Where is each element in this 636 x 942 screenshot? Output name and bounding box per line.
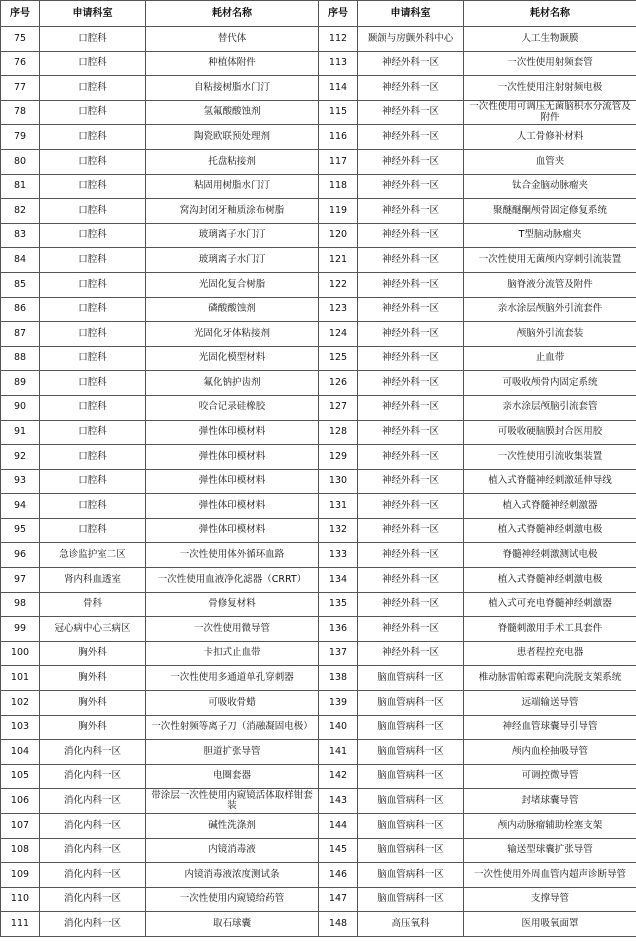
table-row	[1, 887, 636, 912]
cell-item-name: 胆道扩张导管	[146, 740, 319, 765]
cell-department: 颞颌与房颤外科中心	[358, 27, 464, 52]
cell-serial: 110	[1, 887, 40, 912]
cell-serial: 99	[1, 617, 40, 642]
cell-department: 口腔科	[40, 420, 146, 445]
cell-department: 脑血管病科一区	[358, 887, 464, 912]
cell-department: 神经外科一区	[358, 543, 464, 568]
cell-department: 神经外科一区	[358, 297, 464, 322]
cell-department: 神经外科一区	[358, 469, 464, 494]
cell-item-name: 光固化复合树脂	[146, 272, 319, 297]
cell-serial: 124	[319, 322, 358, 347]
cell-department: 口腔科	[40, 469, 146, 494]
table-row	[1, 494, 636, 519]
cell-department: 口腔科	[40, 518, 146, 543]
cell-serial: 134	[319, 568, 358, 593]
header-row	[1, 1, 636, 27]
cell-serial: 107	[1, 814, 40, 839]
table-row	[1, 863, 636, 888]
cell-department: 神经外科一区	[358, 248, 464, 273]
cell-department: 消化内科一区	[40, 863, 146, 888]
table-row	[1, 76, 636, 101]
cell-item-name: 内镜消毒液浓度测试条	[146, 863, 319, 888]
cell-item-name: 植入式脊髓神经刺激电极	[464, 518, 636, 543]
cell-item-name: 脊髓刺激用手术工具套件	[464, 617, 636, 642]
table-row	[1, 789, 636, 814]
cell-department: 神经外科一区	[358, 272, 464, 297]
header-cell-item-name: 耗材名称	[464, 1, 636, 27]
cell-department: 脑血管病科一区	[358, 838, 464, 863]
cell-department: 胸外科	[40, 715, 146, 740]
cell-item-name: 窝沟封闭牙釉质涂布树脂	[146, 199, 319, 224]
cell-item-name: 一次性使用注射射频电极	[464, 76, 636, 101]
table-row	[1, 592, 636, 617]
cell-department: 口腔科	[40, 395, 146, 420]
cell-department: 神经外科一区	[358, 518, 464, 543]
cell-item-name: 人工骨修补材料	[464, 125, 636, 150]
cell-department: 消化内科一区	[40, 764, 146, 789]
table-row	[1, 469, 636, 494]
cell-serial: 140	[319, 715, 358, 740]
cell-department: 口腔科	[40, 272, 146, 297]
cell-serial: 81	[1, 174, 40, 199]
cell-serial: 78	[1, 100, 40, 125]
cell-item-name: 弹性体印模材料	[146, 518, 319, 543]
table-row	[1, 100, 636, 125]
cell-serial: 130	[319, 469, 358, 494]
cell-department: 神经外科一区	[358, 346, 464, 371]
cell-item-name: 脑脊液分流管及附件	[464, 272, 636, 297]
cell-item-name: 一次性使用血液净化滤器（CRRT）	[146, 568, 319, 593]
cell-department: 神经外科一区	[358, 592, 464, 617]
cell-item-name: 一次性使用可调压无菌脑积水分流管及附件	[464, 100, 636, 125]
cell-item-name: 咬合记录硅橡胶	[146, 395, 319, 420]
cell-serial: 109	[1, 863, 40, 888]
cell-item-name: 一次性使用体外循环血路	[146, 543, 319, 568]
cell-item-name: 氟化钠护齿剂	[146, 371, 319, 396]
table-row	[1, 641, 636, 666]
cell-serial: 118	[319, 174, 358, 199]
cell-department: 脑血管病科一区	[358, 666, 464, 691]
cell-item-name: 弹性体印模材料	[146, 469, 319, 494]
cell-item-name: 玻璃离子水门汀	[146, 223, 319, 248]
cell-item-name: 植入式脊髓神经刺激延伸导线	[464, 469, 636, 494]
cell-department: 肾内科血透室	[40, 568, 146, 593]
cell-item-name: 颅内血栓抽吸导管	[464, 740, 636, 765]
cell-department: 口腔科	[40, 51, 146, 76]
cell-serial: 114	[319, 76, 358, 101]
cell-item-name: 取石球囊	[146, 912, 319, 937]
cell-serial: 90	[1, 395, 40, 420]
cell-department: 口腔科	[40, 346, 146, 371]
cell-serial: 133	[319, 543, 358, 568]
cell-serial: 88	[1, 346, 40, 371]
table-row	[1, 838, 636, 863]
cell-serial: 137	[319, 641, 358, 666]
table-row	[1, 174, 636, 199]
cell-department: 消化内科一区	[40, 814, 146, 839]
cell-item-name: 钛合金脑动脉瘤夹	[464, 174, 636, 199]
table-row	[1, 420, 636, 445]
cell-department: 冠心病中心三病区	[40, 617, 146, 642]
cell-item-name: 一次性使用多通道单孔穿刺器	[146, 666, 319, 691]
cell-department: 神经外科一区	[358, 125, 464, 150]
cell-serial: 146	[319, 863, 358, 888]
cell-department: 口腔科	[40, 371, 146, 396]
cell-serial: 144	[319, 814, 358, 839]
cell-serial: 121	[319, 248, 358, 273]
cell-item-name: 远端输送导管	[464, 691, 636, 716]
cell-item-name: 替代体	[146, 27, 319, 52]
cell-department: 神经外科一区	[358, 641, 464, 666]
table-row	[1, 445, 636, 470]
table-row	[1, 199, 636, 224]
cell-serial: 105	[1, 764, 40, 789]
cell-item-name: 自粘接树脂水门汀	[146, 76, 319, 101]
cell-serial: 102	[1, 691, 40, 716]
cell-item-name: 聚醚醚酮颅骨固定修复系统	[464, 199, 636, 224]
table-row	[1, 666, 636, 691]
header-cell-department: 申请科室	[358, 1, 464, 27]
table-row	[1, 715, 636, 740]
table-row	[1, 617, 636, 642]
cell-serial: 89	[1, 371, 40, 396]
cell-item-name: 电圈套器	[146, 764, 319, 789]
cell-serial: 75	[1, 27, 40, 52]
cell-serial: 84	[1, 248, 40, 273]
cell-serial: 123	[319, 297, 358, 322]
table-row	[1, 740, 636, 765]
cell-department: 神经外科一区	[358, 617, 464, 642]
header-cell-department: 申请科室	[40, 1, 146, 27]
cell-serial: 98	[1, 592, 40, 617]
cell-department: 脑血管病科一区	[358, 814, 464, 839]
cell-serial: 108	[1, 838, 40, 863]
cell-serial: 85	[1, 272, 40, 297]
cell-serial: 128	[319, 420, 358, 445]
cell-serial: 101	[1, 666, 40, 691]
cell-item-name: 止血带	[464, 346, 636, 371]
cell-department: 口腔科	[40, 445, 146, 470]
table-row	[1, 568, 636, 593]
table-row	[1, 297, 636, 322]
cell-department: 急诊监护室二区	[40, 543, 146, 568]
cell-item-name: 光固化牙体粘接剂	[146, 322, 319, 347]
cell-serial: 143	[319, 789, 358, 814]
cell-serial: 147	[319, 887, 358, 912]
cell-department: 神经外科一区	[358, 395, 464, 420]
cell-department: 神经外科一区	[358, 199, 464, 224]
cell-department: 神经外科一区	[358, 100, 464, 125]
cell-serial: 96	[1, 543, 40, 568]
cell-item-name: 植入式脊髓神经刺激器	[464, 494, 636, 519]
cell-department: 口腔科	[40, 100, 146, 125]
cell-department: 神经外科一区	[358, 494, 464, 519]
cell-item-name: 亲水涂层颅脑引流套管	[464, 395, 636, 420]
cell-department: 口腔科	[40, 248, 146, 273]
cell-serial: 79	[1, 125, 40, 150]
cell-item-name: 弹性体印模材料	[146, 420, 319, 445]
cell-department: 脑血管病科一区	[358, 740, 464, 765]
cell-item-name: 碱性洗涤剂	[146, 814, 319, 839]
cell-item-name: 玻璃离子水门汀	[146, 248, 319, 273]
table-row	[1, 322, 636, 347]
cell-item-name: 磷酸酸蚀剂	[146, 297, 319, 322]
cell-department: 消化内科一区	[40, 838, 146, 863]
cell-department: 口腔科	[40, 223, 146, 248]
cell-department: 口腔科	[40, 199, 146, 224]
table-row	[1, 346, 636, 371]
cell-item-name: 神经血管球囊导引导管	[464, 715, 636, 740]
cell-department: 脑血管病科一区	[358, 863, 464, 888]
cell-department: 脑血管病科一区	[358, 715, 464, 740]
cell-serial: 119	[319, 199, 358, 224]
cell-item-name: 医用吸氧面罩	[464, 912, 636, 937]
cell-department: 口腔科	[40, 494, 146, 519]
table-row	[1, 27, 636, 52]
cell-item-name: 脊髓神经刺激测试电极	[464, 543, 636, 568]
cell-department: 消化内科一区	[40, 789, 146, 814]
cell-item-name: 植入式脊髓神经刺激电极	[464, 568, 636, 593]
cell-serial: 142	[319, 764, 358, 789]
cell-item-name: 亲水涂层颅脑外引流套件	[464, 297, 636, 322]
header-cell-item-name: 耗材名称	[146, 1, 319, 27]
cell-department: 消化内科一区	[40, 912, 146, 937]
cell-department: 脑血管病科一区	[358, 764, 464, 789]
cell-item-name: 植入式可充电脊髓神经刺激器	[464, 592, 636, 617]
table-row	[1, 395, 636, 420]
cell-department: 神经外科一区	[358, 76, 464, 101]
cell-department: 口腔科	[40, 297, 146, 322]
cell-serial: 100	[1, 641, 40, 666]
table-row	[1, 248, 636, 273]
cell-department: 神经外科一区	[358, 568, 464, 593]
cell-department: 消化内科一区	[40, 887, 146, 912]
cell-serial: 148	[319, 912, 358, 937]
cell-serial: 141	[319, 740, 358, 765]
cell-item-name: T型脑动脉瘤夹	[464, 223, 636, 248]
cell-item-name: 可吸收硬脑膜封合医用胶	[464, 420, 636, 445]
cell-item-name: 一次性使用微导管	[146, 617, 319, 642]
table-row	[1, 223, 636, 248]
cell-department: 神经外科一区	[358, 445, 464, 470]
cell-department: 胸外科	[40, 641, 146, 666]
cell-serial: 82	[1, 199, 40, 224]
cell-serial: 126	[319, 371, 358, 396]
cell-serial: 136	[319, 617, 358, 642]
cell-department: 消化内科一区	[40, 740, 146, 765]
cell-item-name: 种植体附件	[146, 51, 319, 76]
cell-item-name: 可调控微导管	[464, 764, 636, 789]
cell-serial: 115	[319, 100, 358, 125]
cell-serial: 83	[1, 223, 40, 248]
cell-department: 口腔科	[40, 125, 146, 150]
cell-serial: 129	[319, 445, 358, 470]
cell-department: 胸外科	[40, 691, 146, 716]
cell-department: 口腔科	[40, 149, 146, 174]
cell-item-name: 可吸收骨蜡	[146, 691, 319, 716]
cell-item-name: 颅内动脉瘤辅助栓塞支架	[464, 814, 636, 839]
table-row	[1, 125, 636, 150]
cell-serial: 94	[1, 494, 40, 519]
cell-item-name: 卡扣式止血带	[146, 641, 319, 666]
cell-item-name: 弹性体印模材料	[146, 445, 319, 470]
table-row	[1, 371, 636, 396]
cell-item-name: 患者程控充电器	[464, 641, 636, 666]
cell-serial: 139	[319, 691, 358, 716]
cell-item-name: 可吸收颅骨内固定系统	[464, 371, 636, 396]
cell-serial: 91	[1, 420, 40, 445]
cell-serial: 77	[1, 76, 40, 101]
cell-department: 神经外科一区	[358, 322, 464, 347]
cell-item-name: 弹性体印模材料	[146, 494, 319, 519]
cell-item-name: 光固化模型材料	[146, 346, 319, 371]
cell-item-name: 支撑导管	[464, 887, 636, 912]
cell-serial: 113	[319, 51, 358, 76]
cell-department: 口腔科	[40, 27, 146, 52]
cell-serial: 122	[319, 272, 358, 297]
cell-item-name: 一次性使用无菌颅内穿刺引流装置	[464, 248, 636, 273]
table-row	[1, 518, 636, 543]
table-row	[1, 691, 636, 716]
cell-item-name: 陶瓷欧联预处理剂	[146, 125, 319, 150]
cell-serial: 92	[1, 445, 40, 470]
cell-serial: 132	[319, 518, 358, 543]
table-row	[1, 51, 636, 76]
cell-item-name: 带涂层一次性使用内窥镜活体取样钳套装	[146, 789, 319, 814]
cell-item-name: 一次性使用射频套管	[464, 51, 636, 76]
cell-serial: 95	[1, 518, 40, 543]
cell-item-name: 椎动脉雷帕霉素靶向洗脱支架系统	[464, 666, 636, 691]
cell-item-name: 一次性使用外周血管内超声诊断导管	[464, 863, 636, 888]
cell-item-name: 人工生物颞膜	[464, 27, 636, 52]
cell-serial: 112	[319, 27, 358, 52]
cell-department: 脑血管病科一区	[358, 789, 464, 814]
cell-serial: 86	[1, 297, 40, 322]
cell-serial: 76	[1, 51, 40, 76]
cell-department: 神经外科一区	[358, 223, 464, 248]
header-cell-serial: 序号	[319, 1, 358, 27]
cell-serial: 80	[1, 149, 40, 174]
table-row	[1, 543, 636, 568]
cell-department: 高压氧科	[358, 912, 464, 937]
cell-item-name: 粘固用树脂水门汀	[146, 174, 319, 199]
table-row	[1, 912, 636, 937]
cell-serial: 127	[319, 395, 358, 420]
cell-serial: 104	[1, 740, 40, 765]
cell-serial: 125	[319, 346, 358, 371]
header-cell-serial: 序号	[1, 1, 40, 27]
table-row	[1, 149, 636, 174]
cell-serial: 87	[1, 322, 40, 347]
cell-department: 口腔科	[40, 322, 146, 347]
table-row	[1, 814, 636, 839]
cell-serial: 135	[319, 592, 358, 617]
cell-item-name: 氢氟酸酸蚀剂	[146, 100, 319, 125]
cell-item-name: 一次性射频等离子刀（消融凝固电极）	[146, 715, 319, 740]
cell-department: 神经外科一区	[358, 371, 464, 396]
cell-serial: 138	[319, 666, 358, 691]
cell-department: 神经外科一区	[358, 420, 464, 445]
cell-serial: 120	[319, 223, 358, 248]
cell-department: 神经外科一区	[358, 149, 464, 174]
cell-department: 胸外科	[40, 666, 146, 691]
table-row	[1, 272, 636, 297]
cell-item-name: 封堵球囊导管	[464, 789, 636, 814]
cell-department: 骨科	[40, 592, 146, 617]
cell-department: 口腔科	[40, 174, 146, 199]
cell-item-name: 血管夹	[464, 149, 636, 174]
table-row	[1, 764, 636, 789]
cell-serial: 131	[319, 494, 358, 519]
cell-item-name: 骨修复材料	[146, 592, 319, 617]
cell-item-name: 一次性使用内窥镜给药管	[146, 887, 319, 912]
cell-item-name: 输送型球囊扩张导管	[464, 838, 636, 863]
cell-department: 口腔科	[40, 76, 146, 101]
cell-item-name: 颅脑外引流套装	[464, 322, 636, 347]
cell-department: 神经外科一区	[358, 174, 464, 199]
cell-item-name: 一次性使用引流收集装置	[464, 445, 636, 470]
cell-item-name: 内镜消毒液	[146, 838, 319, 863]
cell-department: 脑血管病科一区	[358, 691, 464, 716]
cell-serial: 111	[1, 912, 40, 937]
cell-serial: 116	[319, 125, 358, 150]
cell-serial: 106	[1, 789, 40, 814]
cell-item-name: 托盘粘接剂	[146, 149, 319, 174]
cell-serial: 145	[319, 838, 358, 863]
cell-department: 神经外科一区	[358, 51, 464, 76]
cell-serial: 117	[319, 149, 358, 174]
cell-serial: 93	[1, 469, 40, 494]
cell-serial: 97	[1, 568, 40, 593]
cell-serial: 103	[1, 715, 40, 740]
